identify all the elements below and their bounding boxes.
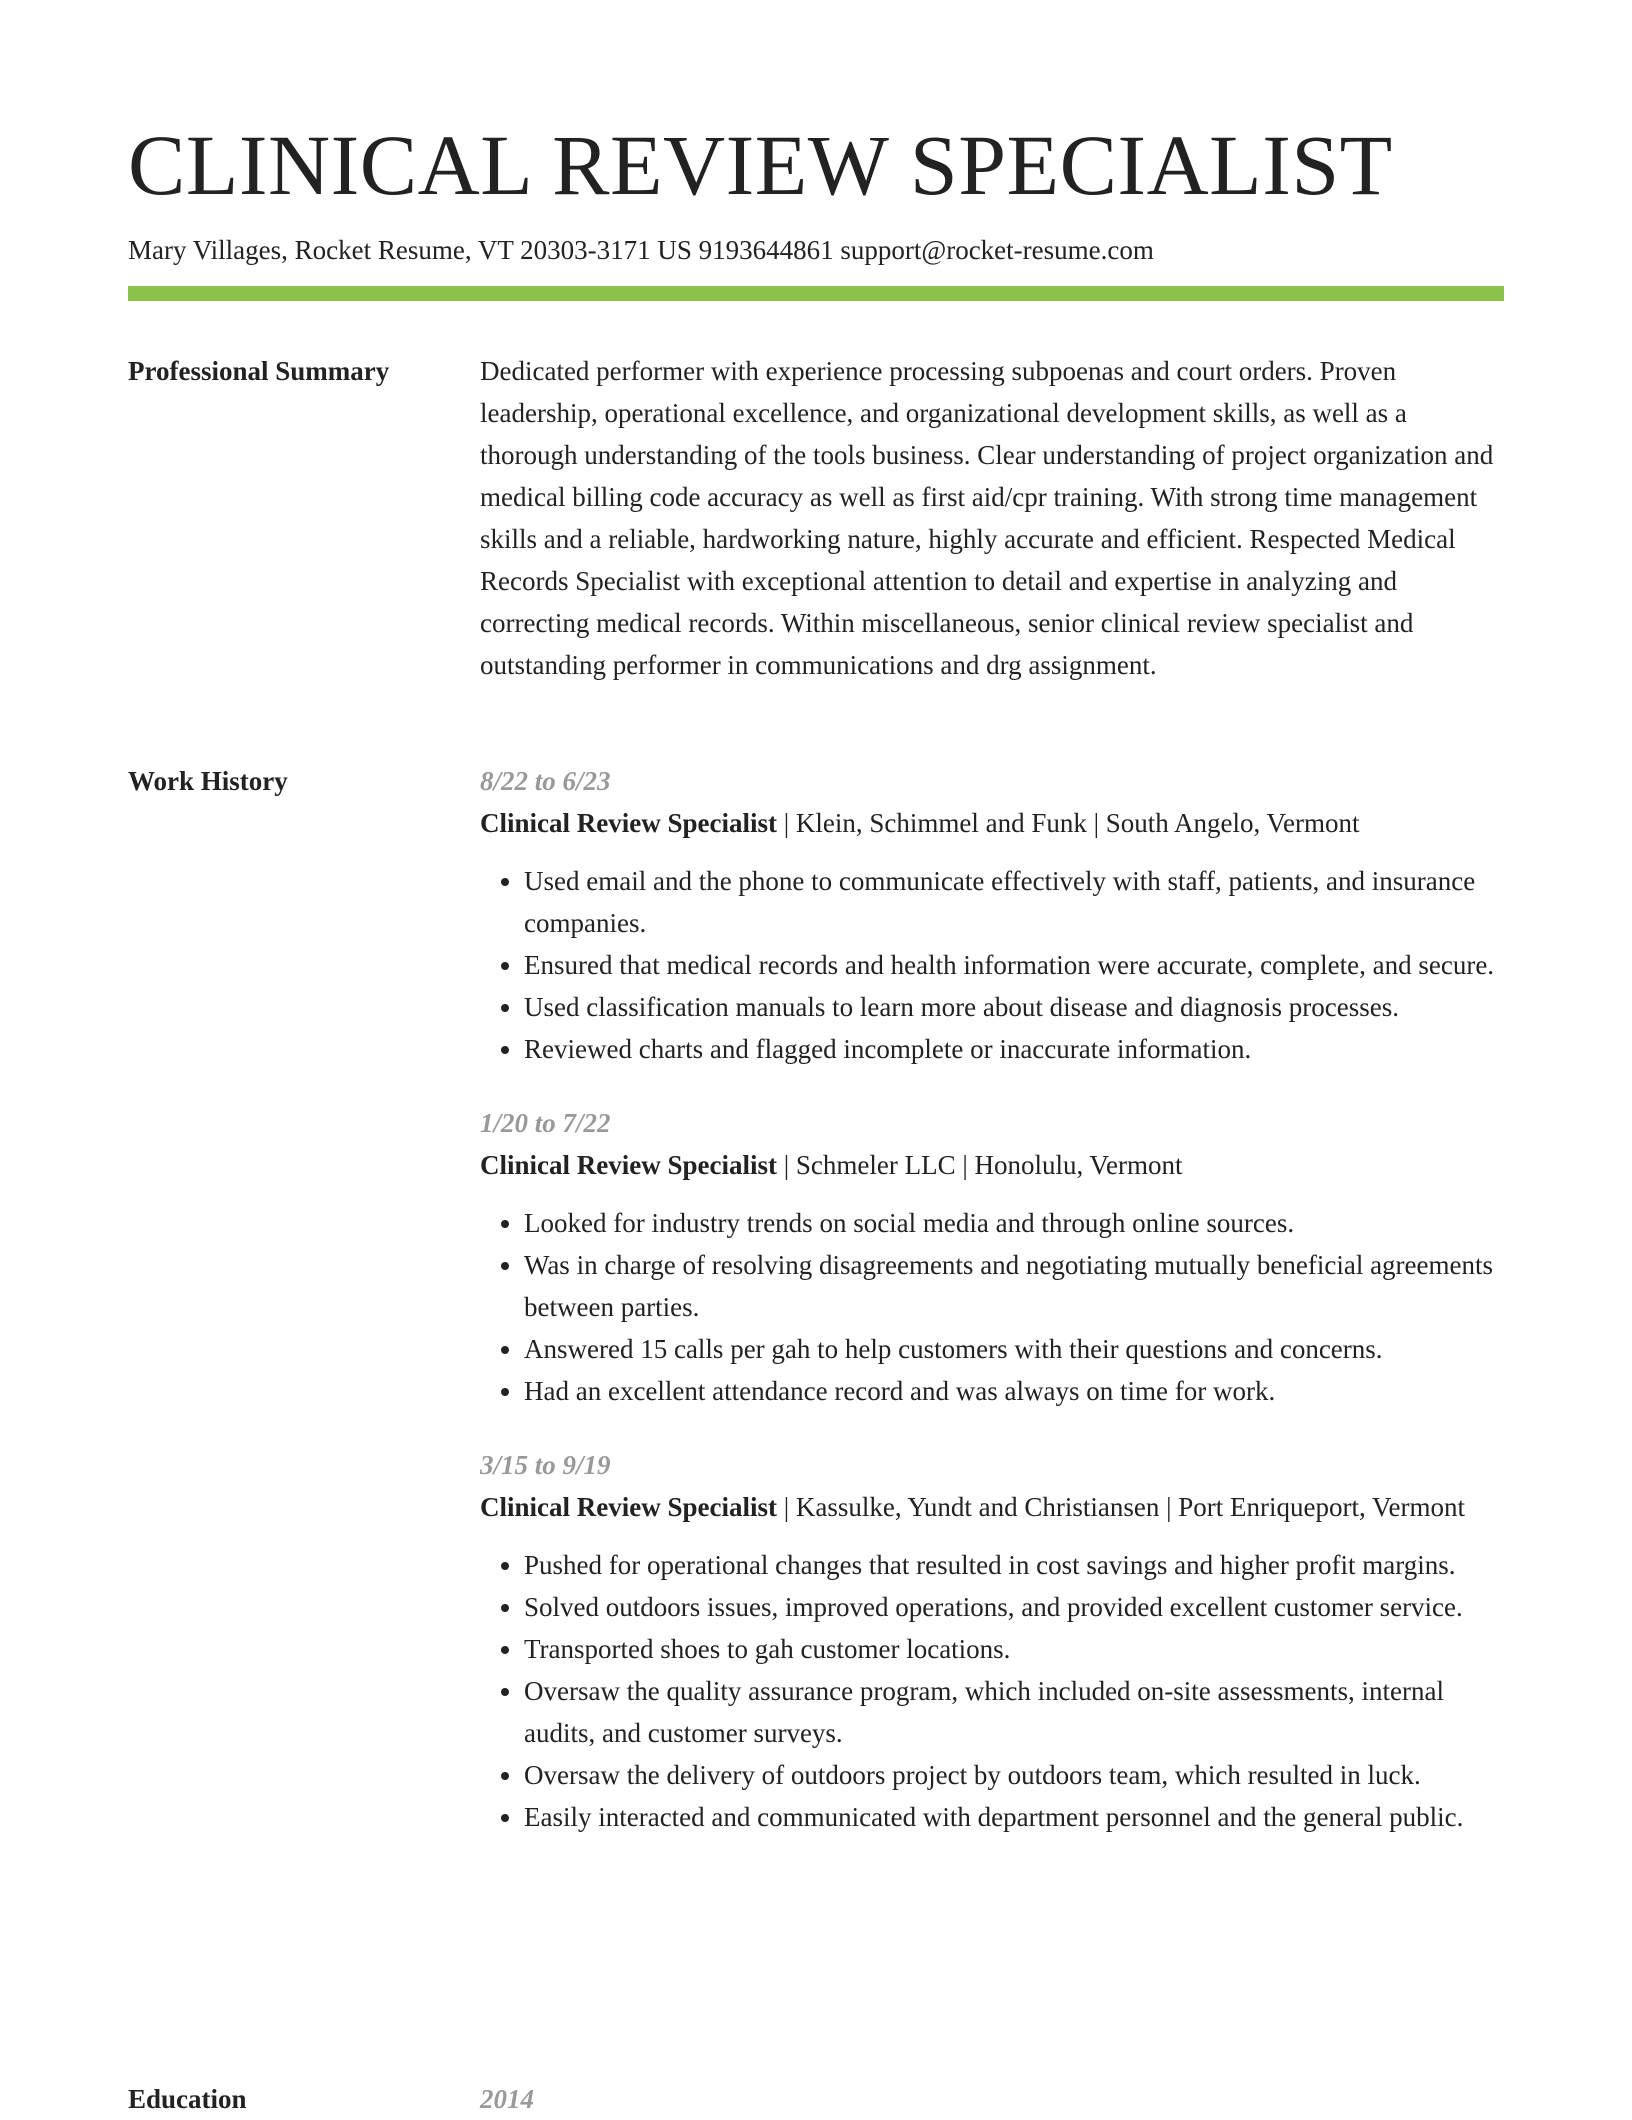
job-bullet: • Ensured that medical records and health information were accurate, complete, and secure. [524,944,1504,986]
job-details: | Klein, Schimmel and Funk | South Angelo, Vermont [776,808,1360,838]
job-bullet: • Oversaw the quality assurance program, which included on-site assessments, internal audits, and customer surveys. [524,1670,1504,1754]
summary-label: Professional Summary [128,356,390,386]
education-dates: 2014 [480,2084,534,2114]
accent-divider [128,286,1504,301]
job-bullet: • Used email and the phone to communicate effectively with staff, patients, and insurance companies. [524,860,1504,944]
job-dates: 8/22 to 6/23 [480,766,611,796]
job-details: | Kassulke, Yundt and Christiansen | Port Enriqueport, Vermont [776,1492,1465,1522]
job-heading [480,1486,1504,1528]
job-bullet: • Pushed for operational changes that resulted in cost savings and higher profit margins. [524,1544,1504,1586]
job-entry [480,1444,1504,1838]
job-bullet: • Reviewed charts and flagged incomplete or inaccurate information. [524,1028,1504,1070]
job-bullet: • Had an excellent attendance record and was always on time for work. [524,1370,1504,1412]
job-bullets [480,1544,1504,1838]
summary-body [480,350,1504,686]
job-details: | Schmeler LLC | Honolulu, Vermont [776,1150,1183,1180]
job-bullet: • Answered 15 calls per gah to help customers with their questions and concerns. [524,1328,1504,1370]
job-entry [480,760,1504,1070]
job-title: Clinical Review Specialist [480,1150,777,1180]
job-bullets [480,1202,1504,1412]
resume-title: CLINICAL REVIEW SPECIALIST [128,117,1393,213]
job-bullet: • Transported shoes to gah customer locations. [524,1628,1504,1670]
job-bullet: • Was in charge of resolving disagreements and negotiating mutually beneficial agreements between parties. [524,1244,1504,1328]
education-label: Education [128,2084,247,2114]
job-heading [480,802,1504,844]
contact-line: Mary Villages, Rocket Resume, VT 20303-3171 US 9193644861 support@rocket-resume.com [128,235,1154,265]
job-entry [480,1102,1504,1412]
job-bullet: • Easily interacted and communicated with department personnel and the general public. [524,1796,1504,1838]
job-bullets [480,860,1504,1070]
summary-text: Dedicated performer with experience processing subpoenas and court orders. Proven leadership, operational excellence, and organizational development skills, as well as a thorough understanding of the tools business. Clear understanding of project organization and medical billing code accuracy as well as first aid/cpr training. With strong time management skills and a reliable, hardworking nature, highly accurate and efficient. Respected Medical Records Specialist with exceptional attention to detail and expertise in analyzing and correcting medical records. Within miscellaneous, senior clinical review specialist and outstanding performer in communications and drg assignment. [480,356,1494,680]
education-body [480,2078,1504,2120]
work-history-body [480,760,1504,1870]
work-history-label: Work History [128,766,288,796]
job-title: Clinical Review Specialist [480,1492,777,1522]
job-title: Clinical Review Specialist [480,808,777,838]
job-heading [480,1144,1504,1186]
job-bullet: • Looked for industry trends on social media and through online sources. [524,1202,1504,1244]
job-bullet: • Used classification manuals to learn more about disease and diagnosis processes. [524,986,1504,1028]
job-dates: 1/20 to 7/22 [480,1108,611,1138]
job-bullet: • Oversaw the delivery of outdoors project by outdoors team, which resulted in luck. [524,1754,1504,1796]
job-dates: 3/15 to 9/19 [480,1450,611,1480]
job-bullet: • Solved outdoors issues, improved operations, and provided excellent customer service. [524,1586,1504,1628]
